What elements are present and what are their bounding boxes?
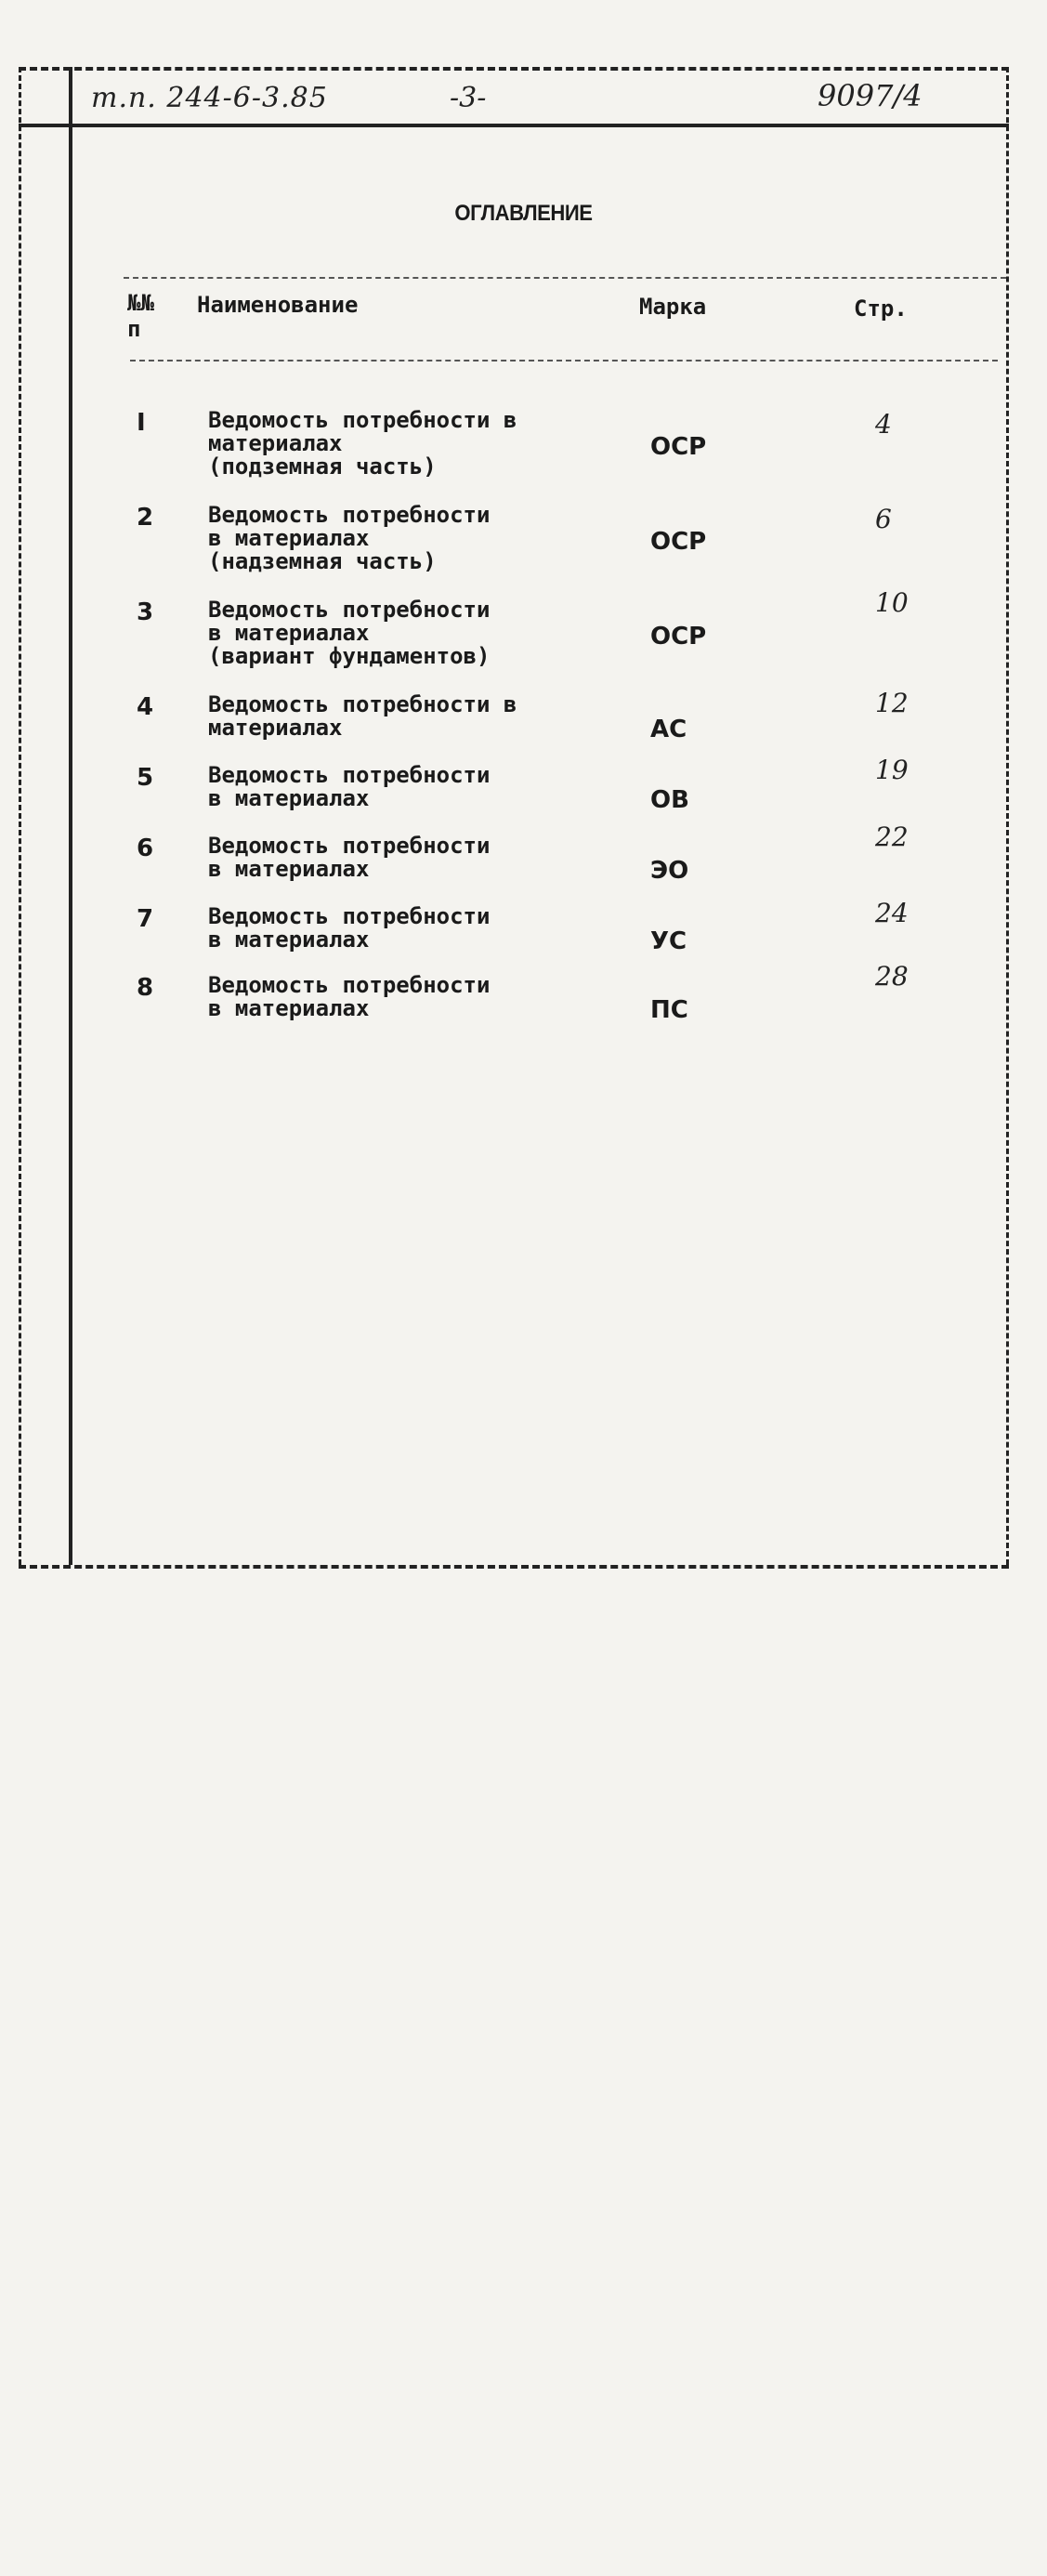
frame-left-border: [19, 67, 21, 1565]
row-number: 7: [137, 905, 154, 933]
row-name: Ведомость потребности в материалах (подземная часть): [208, 407, 517, 480]
row-name: Ведомость потребности в материалах: [208, 762, 491, 811]
row-mark: ПС: [650, 996, 688, 1024]
row-name: Ведомость потребности в материалах (надземная часть): [208, 502, 491, 574]
row-page: 10: [875, 587, 909, 618]
row-mark: ОСР: [650, 623, 707, 651]
row-mark: УС: [650, 927, 687, 955]
column-header-number: №№ п: [127, 290, 154, 342]
row-page: 28: [875, 961, 909, 992]
row-mark: ОСР: [650, 433, 707, 461]
row-number: 5: [137, 764, 154, 792]
row-page: 24: [875, 898, 909, 928]
row-page: 4: [875, 409, 892, 440]
frame-top-border: [19, 67, 1009, 71]
page-title: ОГЛАВЛЕНИЕ: [454, 201, 593, 226]
row-name: Ведомость потребности в материалах: [208, 833, 491, 882]
header-divider: [19, 124, 1009, 127]
frame-bottom-border: [19, 1565, 1009, 1569]
row-number: 4: [137, 693, 154, 721]
row-number: 6: [137, 835, 154, 862]
header-document-number: 9097/4: [818, 78, 923, 113]
row-mark: ОВ: [650, 786, 689, 814]
row-page: 6: [875, 504, 892, 534]
column-header-mark: Марка: [639, 294, 707, 320]
header-project-code: т.п. 244-6-3.85: [91, 82, 328, 114]
row-page: 12: [875, 688, 909, 718]
row-number: I: [137, 409, 146, 437]
table-top-rule: [124, 277, 1006, 279]
row-name: Ведомость потребности в материалах: [208, 903, 491, 953]
table-header-rule: [130, 360, 998, 361]
row-number: 8: [137, 974, 154, 1002]
column-header-page: Стр.: [854, 296, 908, 322]
row-mark: ОСР: [650, 528, 707, 556]
row-name: Ведомость потребности в материалах: [208, 972, 491, 1021]
row-mark: АС: [650, 716, 687, 743]
row-page: 22: [875, 821, 909, 852]
row-number: 3: [137, 598, 154, 626]
row-name: Ведомость потребности в материалах: [208, 691, 517, 741]
row-page: 19: [875, 755, 909, 785]
column-header-name: Наименование: [197, 292, 359, 318]
header-page-number: -3-: [450, 82, 487, 114]
row-number: 2: [137, 504, 154, 532]
row-name: Ведомость потребности в материалах (вариант фундаментов): [208, 597, 491, 669]
frame-binding-margin: [69, 67, 72, 1565]
row-mark: ЭО: [650, 857, 689, 885]
